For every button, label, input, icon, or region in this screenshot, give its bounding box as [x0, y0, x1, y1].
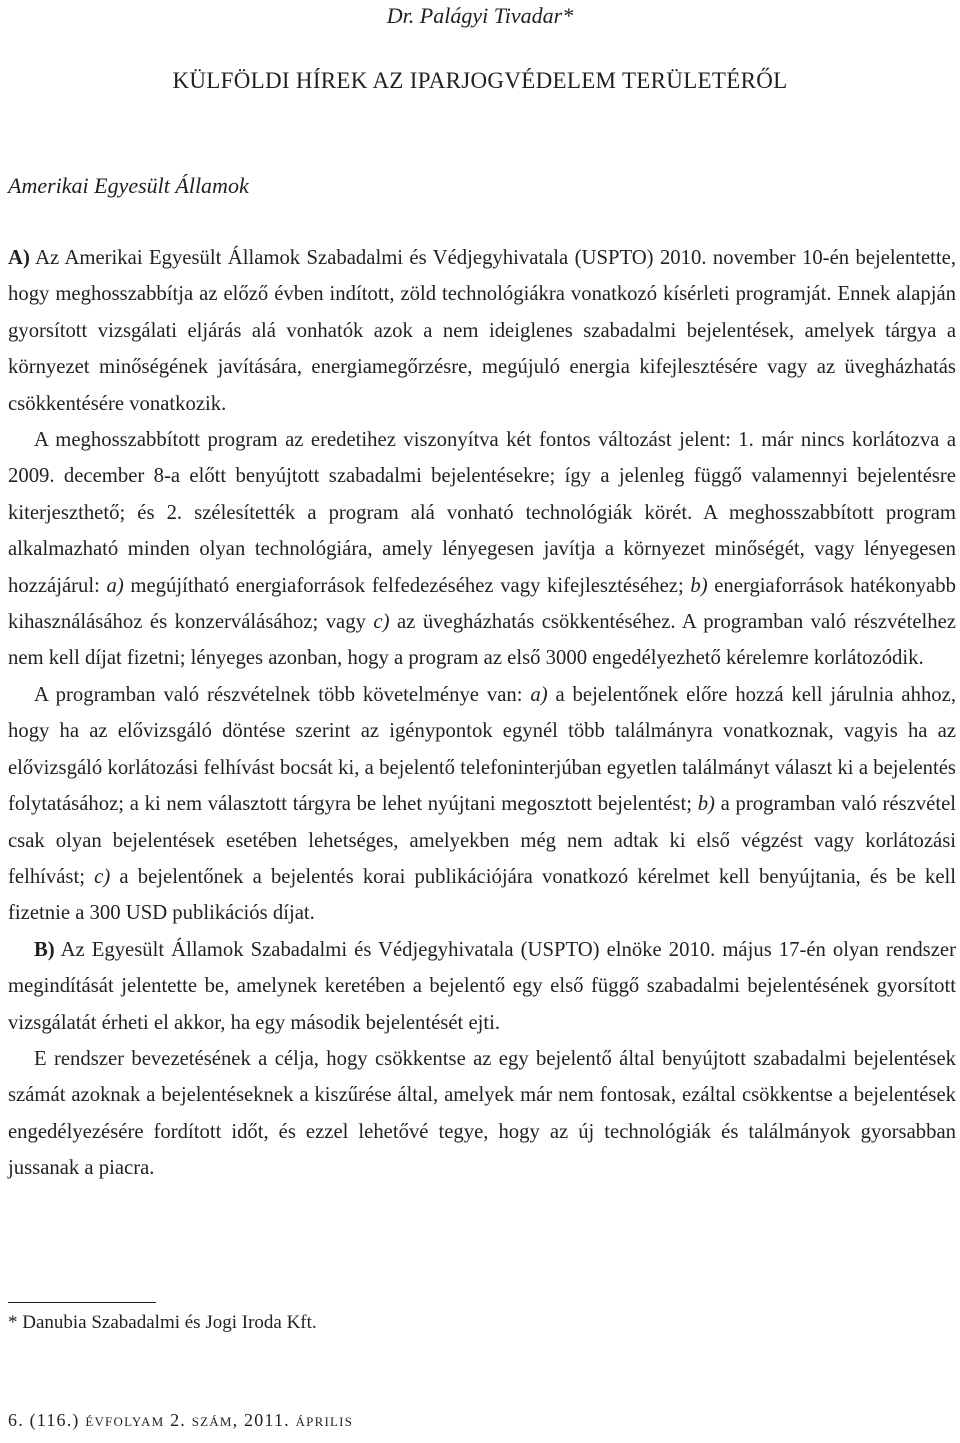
requirement-marker-c: c)	[94, 865, 111, 888]
paragraph-requirements-text-4: a bejelentőnek a bejelentés korai publikációjára vonatkozó kérelmet kell benyújtania, és be kell fizetnie a 300 USD publikációs díjat.	[8, 865, 956, 925]
paragraph-purpose-text: E rendszer bevezetésének a célja, hogy csökkentse az egy bejelentő által benyújtott szabadalmi bejelentések számát azoknak a bejelentéseknek a kiszűrése által, amelyek már nem fontosak, ezáltal csökkentse a bejelentések engedélyezésére fordított időt, és ezzel lehetővé tegye, hogy az új technológiák és találmányok gyorsabban jussanak a piacra.	[8, 1047, 956, 1180]
requirement-marker-b: b)	[697, 793, 715, 816]
list-marker-b: b)	[690, 574, 708, 597]
list-marker-c: c)	[373, 611, 390, 634]
paragraph-changes-text-1: A meghosszabbított program az eredetihez viszonyítva két fontos változást jelent: 1. már nincs korlátozva a 2009. december 8-a előtt benyújtott szabadalmi bejelentésekre; így a jelenleg függő valamennyi bejelentésre kiterjeszthető; és 2. szélesítették a program alá vonható technológiák körét. A meghosszabbított program alkalmazható minden olyan technológiára, amely lényegesen javítja a környezet minőségét, vagy lényegesen hozzájárul:	[8, 429, 956, 597]
paragraph-a	[8, 240, 956, 422]
footnote-divider	[8, 1302, 156, 1303]
issue-info: 6. (116.) évfolyam 2. szám, 2011. április	[8, 1410, 354, 1430]
section-heading: Amerikai Egyesült Államok	[8, 173, 249, 198]
article-body	[8, 240, 956, 1187]
paragraph-changes-text-2: megújítható energiaforrások felfedezéséhez vagy kifejlesztéséhez;	[123, 574, 691, 597]
paragraph-b	[8, 932, 956, 1041]
paragraph-b-text: Az Egyesült Államok Szabadalmi és Védjegyhivatala (USPTO) elnöke 2010. május 17-én olyan rendszer megindítását jelentette be, amelynek keretében a bejelentő egy első függő szabadalmi bejelentésének gyorsított vizsgálatát érheti el akkor, ha egy második bejelentését ejti.	[8, 938, 956, 1034]
article-title: KÜLFÖLDI HÍREK AZ IPARJOGVÉDELEM TERÜLETÉRŐL	[172, 68, 788, 93]
paragraph-a-text: Az Amerikai Egyesült Államok Szabadalmi és Védjegyhivatala (USPTO) 2010. november 10-én bejelentette, hogy meghosszabbítja az előző évben indított, zöld technológiákra vonatkozó kísérleti programját. Ennek alapján gyorsított vizsgálati eljárás alá vonhatók azok a nem ideiglenes szabadalmi bejelentések, amelyek tárgya a környezet minőségének javítására, energiamegőrzésre, megújuló energia kifejlesztésére vagy az üvegházhatás csökkentésére vonatkozik.	[8, 247, 956, 415]
list-marker-a: a)	[106, 574, 124, 597]
paragraph-requirements-text-1: A programban való részvételnek több követelménye van:	[34, 683, 531, 706]
paragraph-purpose	[8, 1041, 956, 1187]
item-label-b: B)	[34, 938, 55, 961]
paragraph-changes	[8, 422, 956, 677]
footnote: * Danubia Szabadalmi és Jogi Iroda Kft.	[8, 1312, 317, 1333]
author-name: Dr. Palágyi Tivadar*	[386, 3, 574, 28]
paragraph-requirements	[8, 677, 956, 932]
item-label-a: A)	[8, 247, 30, 269]
paragraph-requirements-text-3: a programban való részvétel csak olyan bejelentések esetében lehetséges, amelyekben még nem adtak ki első végzést vagy korlátozási felhívást;	[8, 793, 957, 888]
paragraph-changes-text-4: az üvegházhatás csökkentéséhez. A programban való részvételhez nem kell díjat fizetni; lényeges azonban, hogy a program az első 3000 engedélyezhető kérelemre korlátozódik.	[8, 611, 956, 670]
requirement-marker-a: a)	[530, 683, 548, 706]
paragraph-changes-text-3: energiaforrások hatékonyabb kihasználásához és konzerválásához; vagy	[8, 574, 956, 634]
paragraph-requirements-text-2: a bejelentőnek előre hozzá kell járulnia ahhoz, hogy ha az elővizsgáló döntése szerint az igénypontok egynél több találmányra vonatkoznak, vagyis ha az elővizsgáló korlátozási felhívást bocsát ki, a bejelentő telefoninterjúban egyetlen találmányt választ ki a bejelentés folytatásához; a ki nem választott tárgyra be lehet nyújtani megosztott bejelentést;	[8, 683, 956, 816]
